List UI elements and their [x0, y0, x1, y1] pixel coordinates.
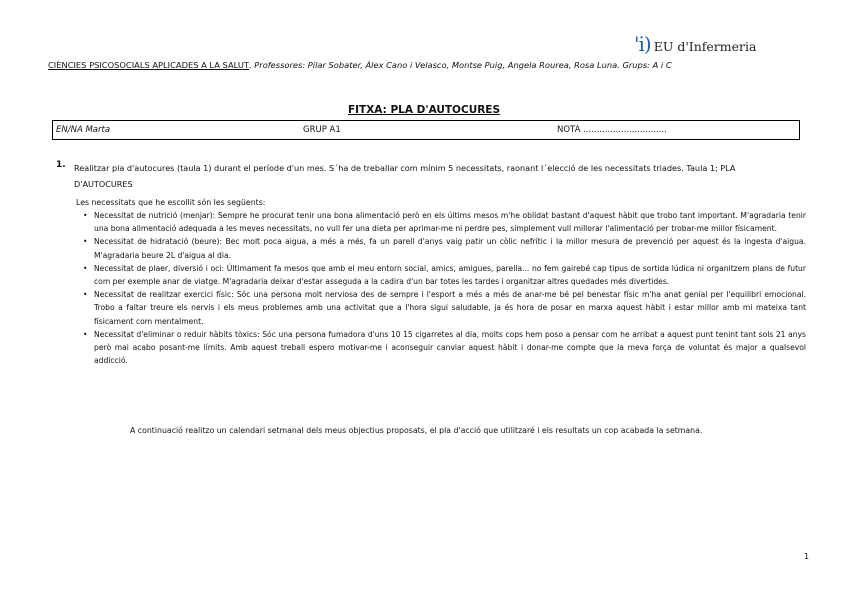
grade-field: NOTA ...............................: [557, 125, 667, 135]
closing-paragraph: A continuació realitzo un calendari setmanal dels meus objectius proposats, el pla d'acció que utilitzaré i els resultats un cop acabada la setmana.: [130, 426, 703, 435]
question-number: 1.: [56, 160, 66, 170]
need-text: Necessitat de hidratació (beure): Bec molt poca aigua, a més a més, fa un parell d'anys vaig patir un còlic nefrític i la millor mesura de prevenció per aquest és la ingesta d'aigua. M'agradaria beure 2L d'aigua al dia.: [94, 237, 806, 260]
course-title: CIÈNCIES PSICOSOCIALS APLICADES A LA SALUT: [48, 60, 249, 70]
student-group: GRUP A1: [303, 125, 341, 135]
bullet-icon: •: [83, 263, 88, 273]
list-item: [83, 262, 806, 288]
bullet-icon: •: [83, 237, 88, 247]
student-name: EN/NA Marta: [56, 125, 111, 135]
bullet-icon: •: [83, 329, 88, 339]
school-logo: [634, 32, 756, 56]
need-text: Necessitat d'eliminar o reduir hàbits tòxics: Sóc una persona fumadora d'uns 10 15 cigarretes al dia, molts cops hem poso a pensar com he arribat a aquest punt tenint tant sols 21 anys però mai acabo posant-me límits. Amb aquest treball espero motivar-me i aconseguir canviar aquest hàbit i donar-me compte que la meva força de voluntat és major a qualsevol addicció.: [94, 329, 806, 366]
need-text: Necessitat de realitzar exercici físic: Sóc una persona molt nerviosa des de sempre i l'esport a més a més de anar-me bé pel benestar físic m'ha anat genial per l'equilibri emocional. Trobo a faltar treure els nervis i els meus problemes amb una activitat que a l'hora sigui saludable, ja és hora de posar en marxa aquest hàbit i estar millor amb mi mateixa tant físicament com mentalment.: [94, 290, 806, 326]
page-number: 1: [804, 552, 810, 561]
list-item: [83, 209, 806, 235]
page-title: [0, 104, 848, 116]
bullet-icon: •: [83, 290, 88, 300]
course-header: [48, 60, 808, 70]
list-item: [83, 288, 806, 328]
list-item: [83, 235, 806, 261]
page-title-text: FITXA: PLA D'AUTOCURES: [347, 104, 501, 116]
needs-intro: Les necessitats que he escollit són les següents:: [76, 198, 266, 207]
need-text: Necessitat de nutrició (menjar): Sempre he procurat tenir una bona alimentació però en els últims mesos m'he oblidat bastant d'aquest hàbit que trobo tant important. M'agradaria tenir una bona alimentació adequada a les meves necessitats, no vull fer una dieta per aprimar-me ni perdre pes, simplement vull millorar l'alimentació per trobar-me millor físicament.: [94, 211, 806, 234]
professors-line: . Professores: Pilar Sobater, Àlex Cano i Velasco, Montse Puig, Angela Rourea, Rosa Luna. Grups: A i C: [249, 60, 672, 70]
bullet-icon: •: [83, 211, 88, 220]
logo-icon: 'i): [634, 32, 651, 56]
student-info-table: [52, 120, 800, 140]
logo-text: EU d'Infermeria: [653, 39, 757, 54]
needs-list: [83, 209, 806, 367]
list-item: [83, 328, 806, 368]
question-text: Realitzar pla d'autocures (taula 1) durant el període d'un mes. S´ha de treballar com mínim 5 necessitats, raonant l´elecció de les necessitats triades. Taula 1; PLA D'AUTOCURES: [74, 163, 736, 189]
need-text: Necessitat de plaer, diversió i oci: Últimament fa mesos que amb el meu entorn social, amics, amigues, parella... no fem gairebé cap tipus de sortida lúdica ni organitzem plans de futur com per exemple anar de viatge. M'agradaria deixar d'estar asseguda a la cadira d'un bar totes les tardes i organitzar altres quedades més divertides.: [94, 263, 806, 287]
